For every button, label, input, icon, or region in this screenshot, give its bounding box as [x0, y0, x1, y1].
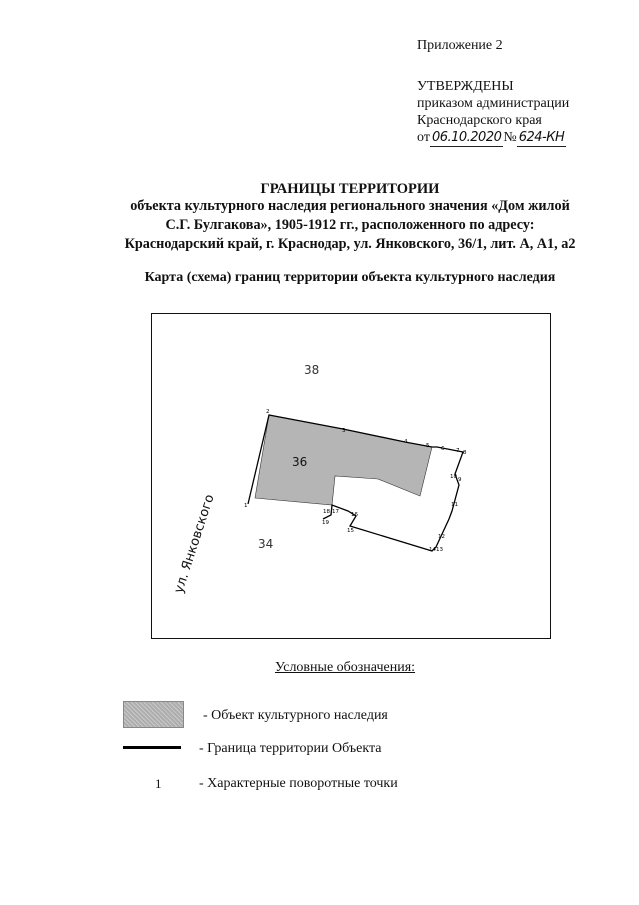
- approval-line-order: приказом администрации: [417, 96, 570, 111]
- subtitle-line-2: С.Г. Булгакова», 1905-1912 гг., расположенного по адресу:: [165, 217, 535, 233]
- legend-title: Условные обозначения:: [275, 660, 416, 675]
- point-8: 8: [463, 450, 467, 456]
- legend-boundary-label: - Граница территории Объекта: [199, 741, 382, 756]
- point-13: 13: [436, 547, 443, 553]
- map-caption: Карта (схема) границ территории объекта культурного наследия: [144, 270, 556, 285]
- number-prefix: №: [503, 130, 517, 145]
- subtitle-line-1: объекта культурного наследия регионального значения «Дом жилой: [130, 198, 570, 214]
- legend-object-label: - Объект культурного наследия: [203, 708, 388, 723]
- point-2: 2: [266, 409, 270, 415]
- approval-block: [417, 78, 569, 147]
- date-prefix: от: [417, 130, 430, 145]
- point-12: 12: [438, 534, 445, 540]
- parcel-label-38: 38: [304, 363, 320, 377]
- boundary-line-swatch: [123, 746, 181, 749]
- heritage-object-swatch: [123, 701, 184, 728]
- point-4: 4: [404, 439, 408, 445]
- legend-points-label: - Характерные поворотные точки: [199, 776, 398, 791]
- document-subtitle: [60, 197, 639, 254]
- point-19: 19: [322, 520, 329, 526]
- legend-point-example: 1: [155, 776, 162, 791]
- parcel-label-36: 36: [292, 455, 308, 469]
- approval-heading: УТВЕРЖДЕНЫ: [417, 79, 514, 94]
- approval-line-region: Краснодарского края: [417, 113, 542, 128]
- approval-date-line: [417, 129, 569, 147]
- handwritten-date: 06.10.2020: [431, 130, 502, 145]
- point-11: 11: [451, 502, 458, 508]
- point-7: 7: [456, 448, 460, 454]
- map-scheme: [152, 314, 552, 640]
- point-9: 9: [458, 477, 462, 483]
- point-5: 5: [426, 443, 430, 449]
- parcel-label-34: 34: [258, 537, 274, 551]
- point-18: 18: [323, 509, 330, 515]
- point-16: 16: [351, 512, 358, 518]
- point-10: 10: [450, 474, 457, 480]
- handwritten-number: 624-КН: [518, 130, 565, 145]
- point-3: 3: [342, 428, 346, 434]
- point-17: 17: [332, 509, 339, 515]
- point-15: 15: [347, 528, 354, 534]
- point-6: 6: [441, 446, 445, 452]
- point-1: 1: [244, 503, 248, 509]
- subtitle-line-3: Краснодарский край, г. Краснодар, ул. Янковского, 36/1, лит. А, А1, а2: [124, 236, 576, 252]
- document-title: ГРАНИЦЫ ТЕРРИТОРИИ: [260, 181, 440, 197]
- street-label: ул. Янковского: [171, 492, 218, 596]
- point-14: 14: [429, 547, 436, 553]
- map-frame: [151, 313, 551, 639]
- appendix-label: Приложение 2: [417, 38, 503, 53]
